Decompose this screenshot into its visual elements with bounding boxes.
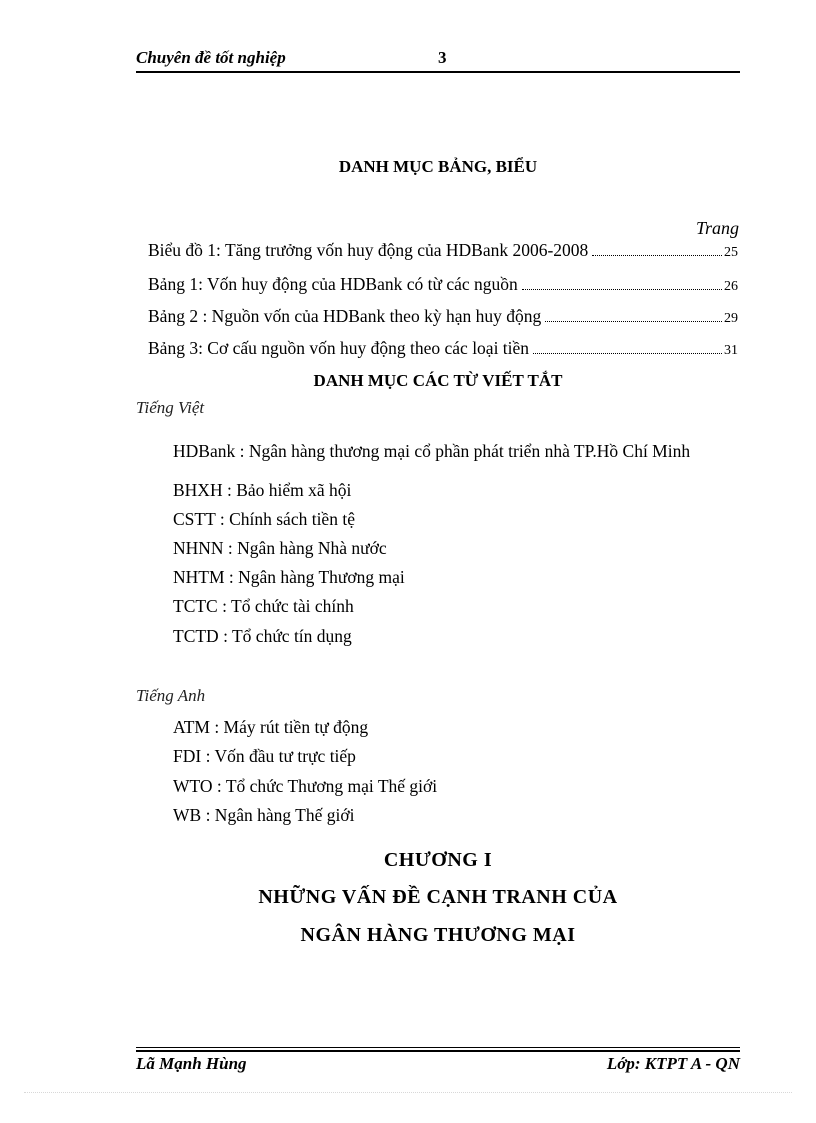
abbreviation-item: NHTM : Ngân hàng Thương mại: [173, 567, 405, 587]
chapter-heading: CHƯƠNG I: [383, 849, 493, 871]
toc-entry-label: Bảng 3: Cơ cấu nguồn vốn huy động theo các loại tiền: [148, 338, 530, 358]
toc-entry: [148, 240, 738, 261]
abbreviation-item: ATM : Máy rút tiền tự động: [173, 717, 369, 737]
abbreviations-title: DANH MỤC CÁC TỪ VIẾT TẮT: [313, 371, 563, 390]
page-column-label: Trang: [695, 218, 739, 238]
abbreviation-item: WB : Ngân hàng Thế giới: [173, 805, 355, 825]
toc-entry-page: 25: [724, 245, 738, 260]
toc-leader-dots: [592, 255, 722, 256]
toc-leader-dots: [545, 321, 722, 322]
toc-entry-label: Biểu đồ 1: Tăng trưởng vốn huy động của HDBank 2006-2008: [148, 240, 589, 260]
toc-entry: [148, 338, 738, 359]
toc-entry-page: 29: [724, 311, 738, 326]
toc-entry-page: 26: [724, 279, 738, 294]
toc-entry: [148, 274, 738, 295]
toc-entry-label: Bảng 1: Vốn huy động của HDBank có từ các nguồn: [148, 274, 518, 294]
abbreviation-item: BHXH : Bảo hiểm xã hội: [173, 480, 352, 500]
tables-list-title: DANH MỤC BẢNG, BIỂU: [338, 157, 538, 176]
abbreviation-item: TCTC : Tổ chức tài chính: [173, 596, 354, 616]
header-page-number: 3: [438, 48, 447, 67]
footer-divider-thick: [136, 1050, 740, 1052]
page-bottom-edge: [24, 1092, 792, 1093]
footer-class: Lớp: KTPT A - QN: [606, 1054, 740, 1073]
header-divider: [136, 71, 740, 73]
abbreviation-item: WTO : Tổ chức Thương mại Thế giới: [173, 776, 438, 796]
vietnamese-section-label: Tiếng Việt: [136, 398, 205, 417]
toc-entry-label: Bảng 2 : Nguồn vốn của HDBank theo kỳ hạn huy động: [148, 306, 542, 326]
header-document-title: Chuyên đề tốt nghiệp: [136, 48, 286, 67]
footer-author: Lã Mạnh Hùng: [136, 1054, 247, 1073]
abbreviation-item: TCTD : Tổ chức tín dụng: [173, 626, 352, 646]
abbreviation-item: FDI : Vốn đầu tư trực tiếp: [173, 746, 356, 766]
toc-entry-page: 31: [724, 343, 738, 358]
toc-leader-dots: [522, 289, 722, 290]
english-section-label: Tiếng Anh: [136, 686, 206, 705]
toc-entry: [148, 306, 738, 327]
footer-divider: [136, 1047, 740, 1048]
abbreviation-item: HDBank : Ngân hàng thương mại cổ phần phát triển nhà TP.Hồ Chí Minh: [173, 441, 691, 461]
chapter-title-line-1: NHỮNG VẤN ĐỀ CẠNH TRANH CỦA: [258, 886, 618, 908]
toc-leader-dots: [533, 353, 722, 354]
chapter-title-line-2: NGÂN HÀNG THƯƠNG MẠI: [300, 924, 576, 946]
abbreviation-item: CSTT : Chính sách tiền tệ: [173, 509, 355, 529]
abbreviation-item: NHNN : Ngân hàng Nhà nước: [173, 538, 387, 558]
